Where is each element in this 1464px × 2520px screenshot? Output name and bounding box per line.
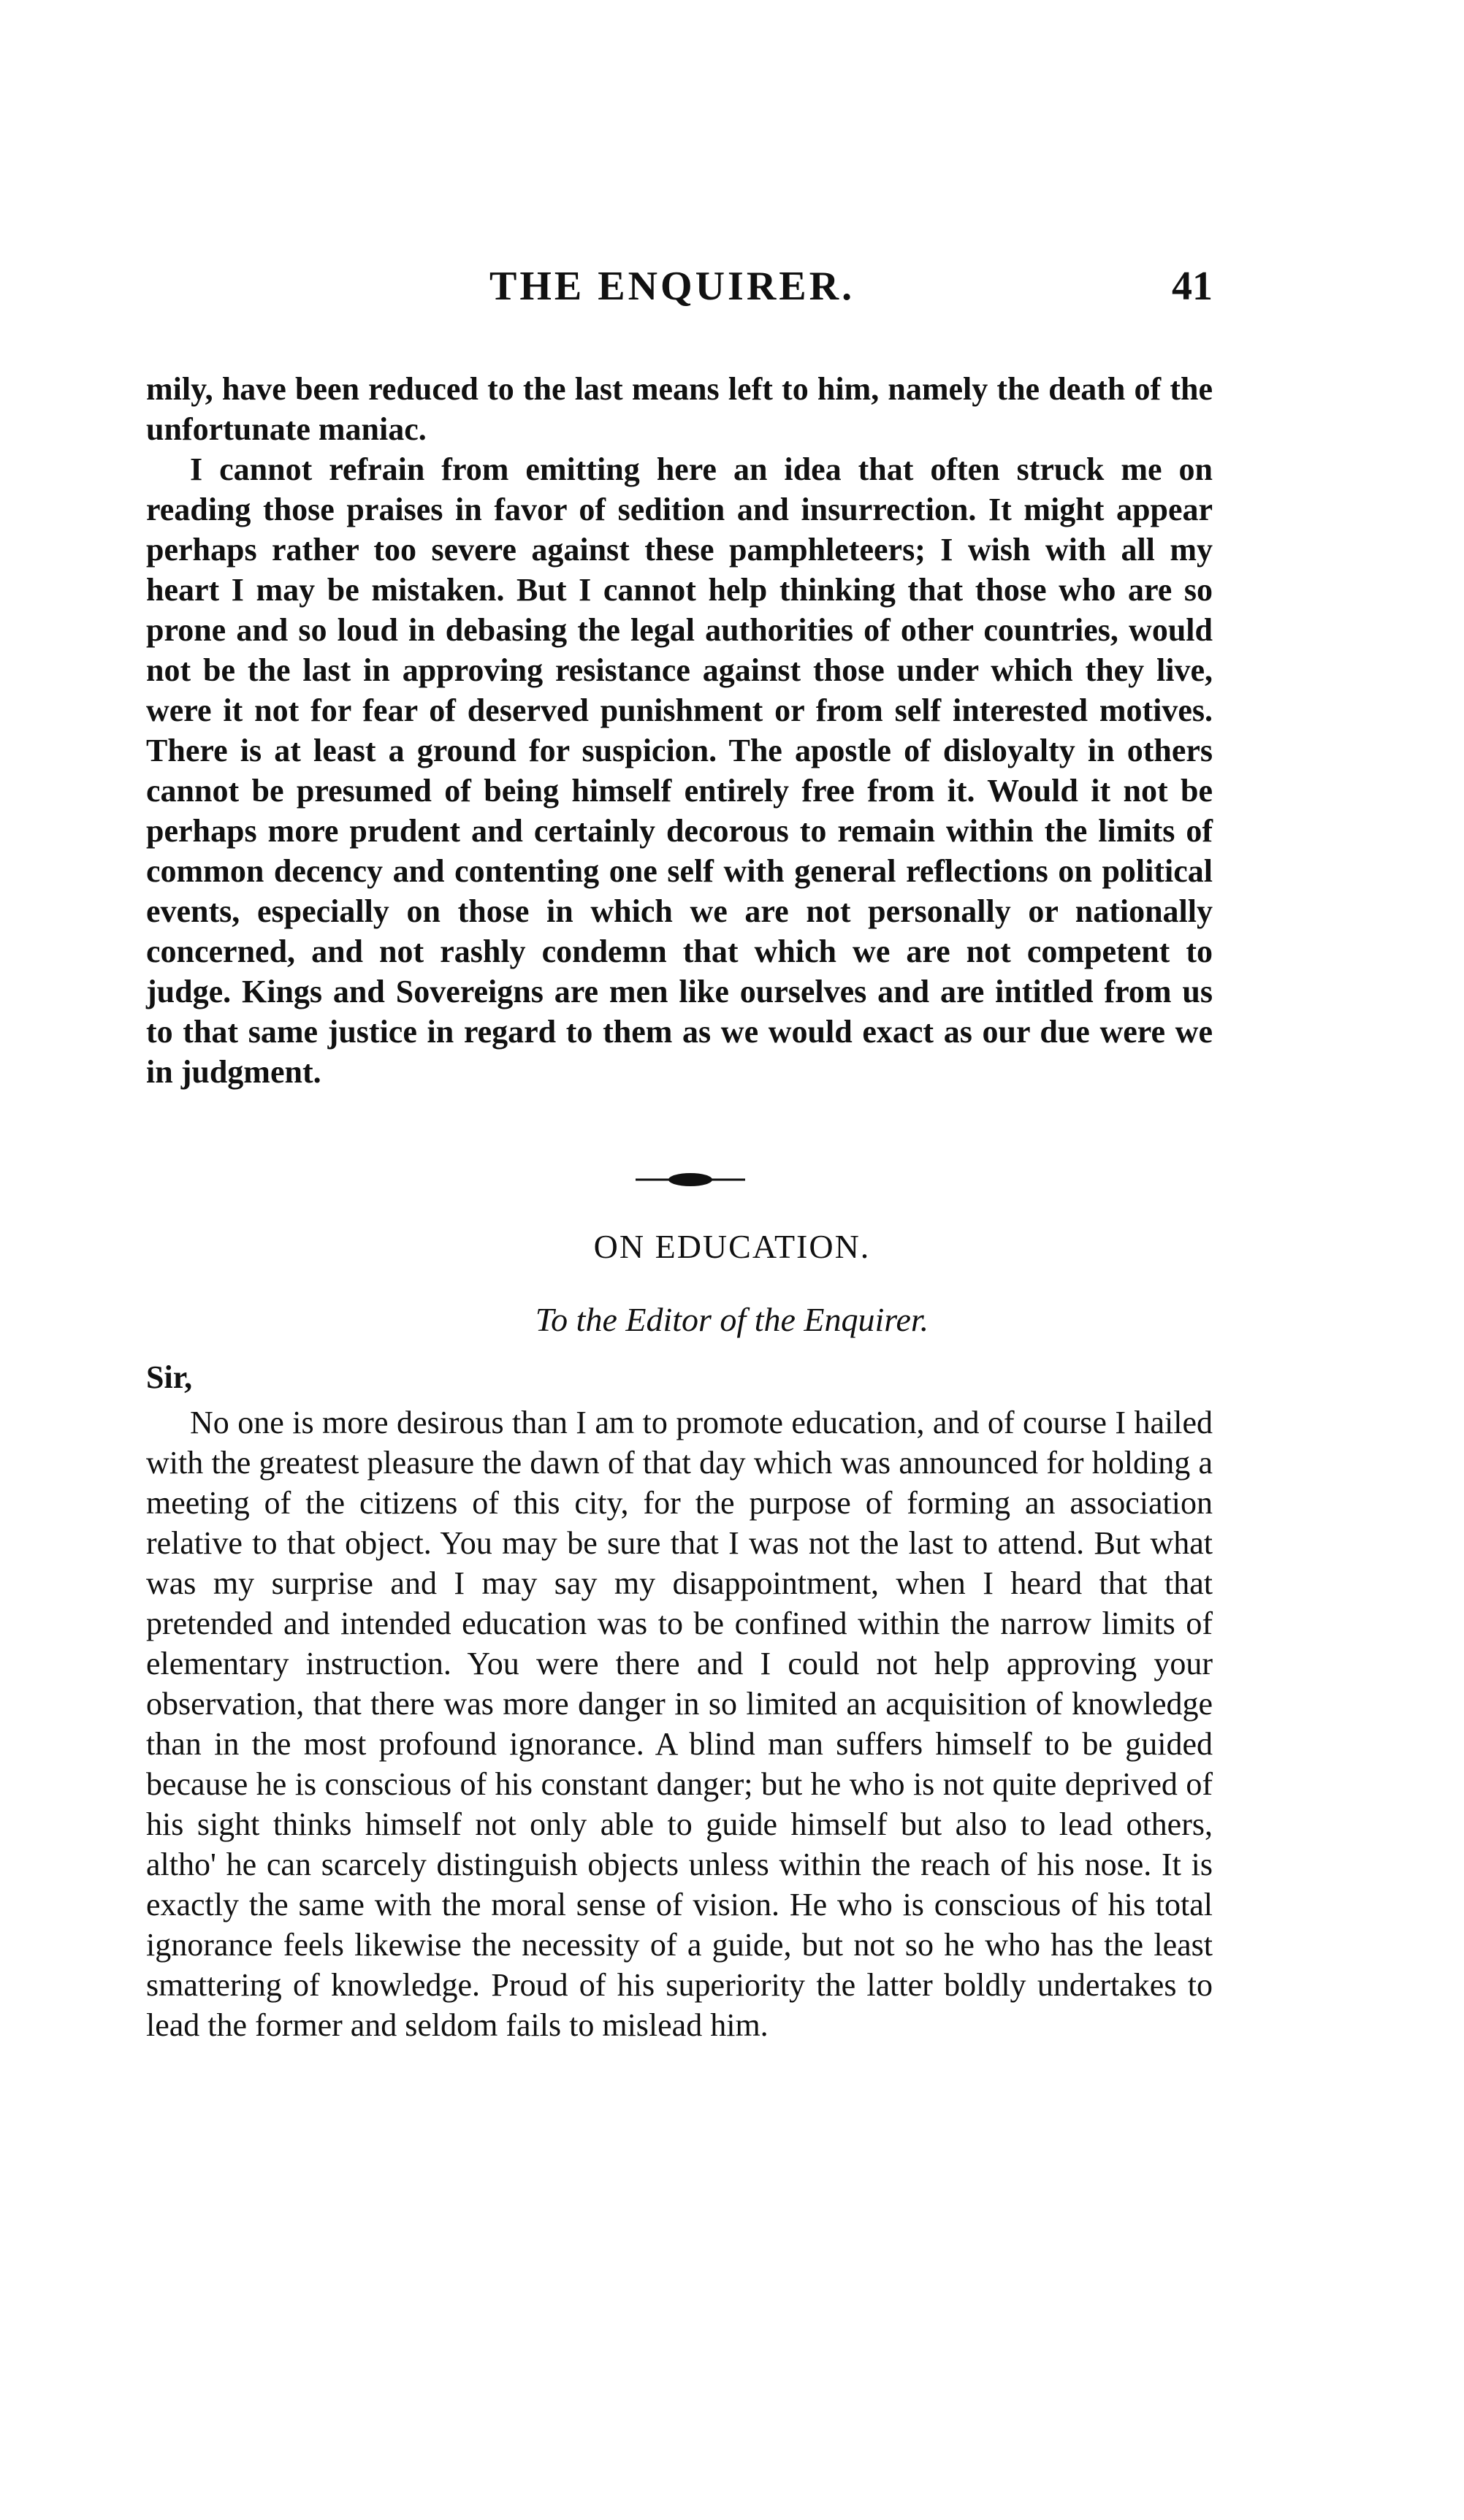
page-header	[146, 263, 1213, 329]
education-letter	[146, 1402, 1213, 2045]
letter-continuation	[146, 369, 1213, 1092]
section-divider-ornament	[636, 1169, 745, 1191]
body-paragraph-2: I cannot refrain from emitting here an idea that often struck me on reading those praises in favor of sedition and insurrection. It might appear perhaps rather too severe against these pamphleteers; I wish with all my heart I may be mistaken. But I cannot help thinking that those who are so prone and so loud in debasing the legal authorities of other countries, would not be the last in approving resistance against those under which they live, were it not for fear of deserved punishment or from self interested motives. There is at least a ground for suspicion. The apostle of disloyalty in others cannot be presumed of being himself entirely free from it. Would it not be perhaps more prudent and certainly decorous to remain within the limits of common decency and contenting one self with general reflections on political events, especially on those in which we are not personally or nationally concerned, and not rashly condemn that which we are not competent to judge. Kings and Sovereigns are men like ourselves and are intitled from us to that same justice in regard to them as we would exact as our due were we in judgment.	[146, 451, 1213, 1090]
education-paragraph: No one is more desirous than I am to promote education, and of course I hailed with the greatest pleasure the dawn of that day which was announced for holding a meeting of the citizens of this city, for the purpose of forming an association relative to that object. You may be sure that I was not the last to attend. But what was my surprise and I may say my disappointment, when I heard that that pretended and intended education was to be confined within the narrow limits of elementary instruction. You were there and I could not help approving your observation, that there was more danger in so limited an acquisition of knowledge than in the most profound ignorance. A blind man suffers himself to be guided because he is conscious of his constant danger; but he who is not quite deprived of his sight thinks himself not only able to guide himself but also to lead others, altho' he can scarcely distinguish objects unless within the reach of his nose. It is exactly the same with the moral sense of vision. He who is conscious of his total ignorance feels likewise the necessity of a guide, but not so he who has the least smattering of knowledge. Proud of his superiority the latter boldly undertakes to lead the former and seldom fails to mislead him.	[146, 1405, 1213, 2043]
letter-address: To the Editor of the Enquirer.	[535, 1301, 929, 1338]
running-title: THE ENQUIRER.	[489, 264, 855, 309]
letter-salutation: Sir,	[146, 1359, 193, 1395]
page-number: 41	[1172, 264, 1213, 309]
body-paragraph-1: mily, have been reduced to the last means left to him, namely the death of the unfortunate maniac.	[146, 371, 1213, 447]
section-title: ON EDUCATION.	[593, 1228, 871, 1265]
